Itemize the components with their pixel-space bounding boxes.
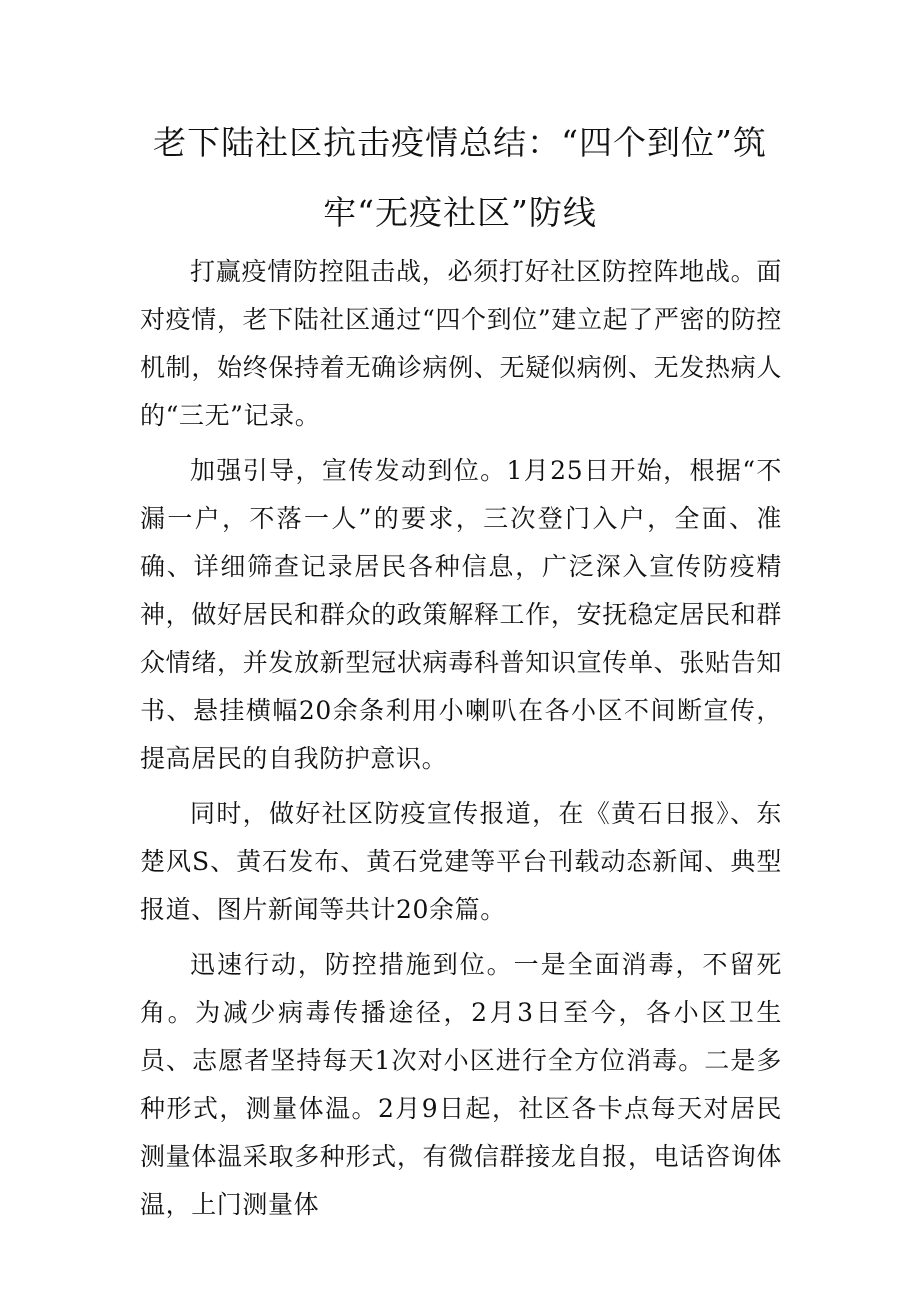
paragraph-publicity: 加强引导，宣传发动到位。1月25日开始，根据“不漏一户，不落一人”的要求，三次登门入户，全面、准确、详细筛查记录居民各种信息，广泛深入宣传防疫精神，做好居民和群众的政策解释工作，安抚稳定居民和群众情绪，并发放新型冠状病毒科普知识宣传单、张贴告知书、悬挂横幅20余条利用小喇叭在各小区不间断宣传，提高居民的自我防护意识。 (140, 456, 782, 773)
paragraph-intro: 打赢疫情防控阻击战，必须打好社区防控阵地战。面对疫情，老下陆社区通过“四个到位”建立起了严密的防控机制，始终保持着无确诊病例、无疑似病例、无发热病人的“三无”记录。 (140, 257, 782, 430)
paragraph-control-measures: 迅速行动，防控措施到位。一是全面消毒，不留死角。为减少病毒传播途径，2月3日至今，各小区卫生员、志愿者坚持每天1次对小区进行全方位消毒。二是多种形式，测量体温。2月9日起，社区各卡点每天对居民测量体温采取多种形式，有微信群接龙自报，电话咨询体温，上门测量体 (140, 950, 782, 1219)
document-body (140, 248, 782, 1236)
document-title: 老下陆社区抗击疫情总结：“四个到位”筑牢“无疫社区”防线 (153, 123, 767, 232)
paragraph-media-reports: 同时，做好社区防疫宣传报道，在《黄石日报》、东楚风S、黄石发布、黄石党建等平台刊载动态新闻、典型报道、图片新闻等共计20余篇。 (140, 799, 782, 924)
